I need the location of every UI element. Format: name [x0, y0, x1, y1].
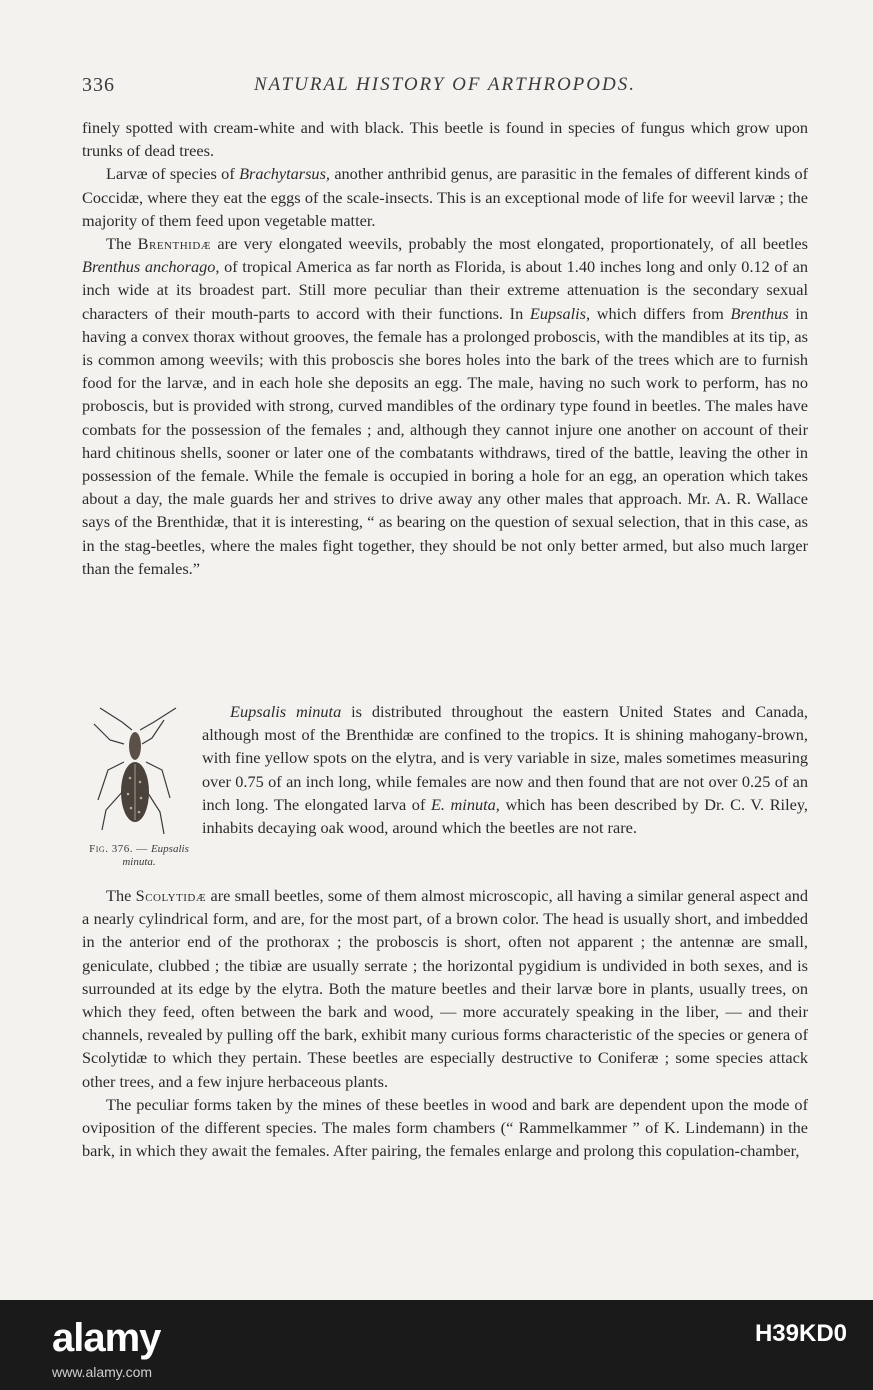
paragraph-4: Eupsalis minuta is distributed throughout the eastern United States and Canada, although most of the Brenthidæ are confined to the tropics. It is shining mahogany-brown, with fine yellow spots on the elytra, and is very variable in size, males sometimes measuring over 0.75 of an inch long, while females are now and then found that are not over 0.25 of an inch long. The elongated larva of E. minuta, which has been described by Dr. C. V. Riley, inhabits decaying oak wood, around which the beetles are not rare.	[202, 702, 808, 838]
paragraph-6: The peculiar forms taken by the mines of these beetles in wood and bark are dependent upon the mode of oviposition of the different species. The males form chambers (“ Rammelkammer ” of K. Lindemann) in the bark, in which they await the females. After pairing, the females enlarge and prolong this copulation-chamber,	[82, 1094, 808, 1161]
paragraph-1: finely spotted with cream-white and with black. This beetle is found in species of fungus which grow upon trunks of dead trees.	[82, 118, 808, 161]
page-number: 336	[82, 74, 115, 96]
site-url: www.alamy.com	[52, 1364, 153, 1380]
species-name: Brenthus anchorago,	[82, 257, 220, 277]
figure-caption: Fig. 376. — Eupsalis minuta.	[89, 843, 189, 868]
text-block-top	[82, 116, 808, 580]
alamy-logo: alamy	[52, 1316, 161, 1360]
page-header	[82, 74, 808, 104]
genus-name: Brachytarsus,	[239, 164, 330, 184]
species-name: Eupsalis minuta	[230, 702, 342, 721]
stock-id: H39KD0	[754, 1320, 847, 1347]
paragraph-3: The Brenthidæ are very elongated weevils, probably the most elongated, proportionately, of all beetles Brenthus anchorago, of tropical America as far north as Florida, is about 1.40 inches long and only 0.12 of an inch wide at its broadest part. Still more peculiar than their extreme attenuation is the secondary sexual characters of their mouth-parts to accord with their functions. In Eupsalis, which differs from Brenthus in having a convex thorax without grooves, the female has a prolonged proboscis, with the mandibles at its tip, as is common among weevils; with this proboscis she bores holes into the bark of the trees which are to furnish food for the larvæ, and in each hole she deposits an egg. The male, having no such work to perform, has no proboscis, but is provided with strong, curved mandibles of the ordinary type found in beetles. The males have combats for the possession of the females ; and, although they cannot injure one another on account of their hard chitinous shells, sooner or later one of the combatants withdraws, tired of the battle, leaving the other in possession of the female. While the female is occupied in boring a hole for an egg, an operation which takes about a day, the male guards her and strives to drive away any other males that approach. Mr. A. R. Wallace says of the Brenthidæ, that it is interesting, “ as bearing on the question of sexual selection, that in this case, as in the stag-beetles, where the males fight together, they should be not only better armed, but also much larger than the females.”	[82, 234, 808, 578]
running-title: NATURAL HISTORY OF ARTHROPODS.	[254, 74, 636, 95]
wrapped-paragraph	[202, 700, 808, 839]
beetle-figure	[80, 700, 190, 842]
paragraph-5: The Scolytidæ are small beetles, some of them almost microscopic, all having a similar general aspect and a nearly cylindrical form, and are, for the most part, of a brown color. The head is usually short, and imbedded in the anterior end of the prothorax ; the proboscis is short, often not apparent ; the antennæ are small, geniculate, clubbed ; the tibiæ are usually serrate ; the horizontal pygidium is undivided in both sexes, and is surrounded at its edge by the elytra. Both the mature beetles and their larvæ bore in plants, usually trees, on which they feed, often between the bark and wood, — more accurately speaking in the liber, — and their channels, revealed by pulling off the bark, exhibit many curious forms characteristic of the species or genera of Scolytidæ to which they pertain. These beetles are especially destructive to Coniferæ ; some species attack other trees, and a few injure herbaceous plants.	[82, 886, 808, 1091]
family-name: Scolytidæ	[135, 886, 207, 905]
family-name: Brenthidæ	[137, 234, 212, 254]
watermark-footer	[0, 1300, 873, 1390]
paragraph-2: Larvæ of species of Brachytarsus, another anthribid genus, are parasitic in the females of different kinds of Coccidæ, where they eat the eggs of the scale-insects. This is an exceptional mode of life for weevil larvæ ; the majority of them feed upon vegetable matter.	[82, 164, 809, 230]
text-block-bottom	[82, 884, 808, 1162]
